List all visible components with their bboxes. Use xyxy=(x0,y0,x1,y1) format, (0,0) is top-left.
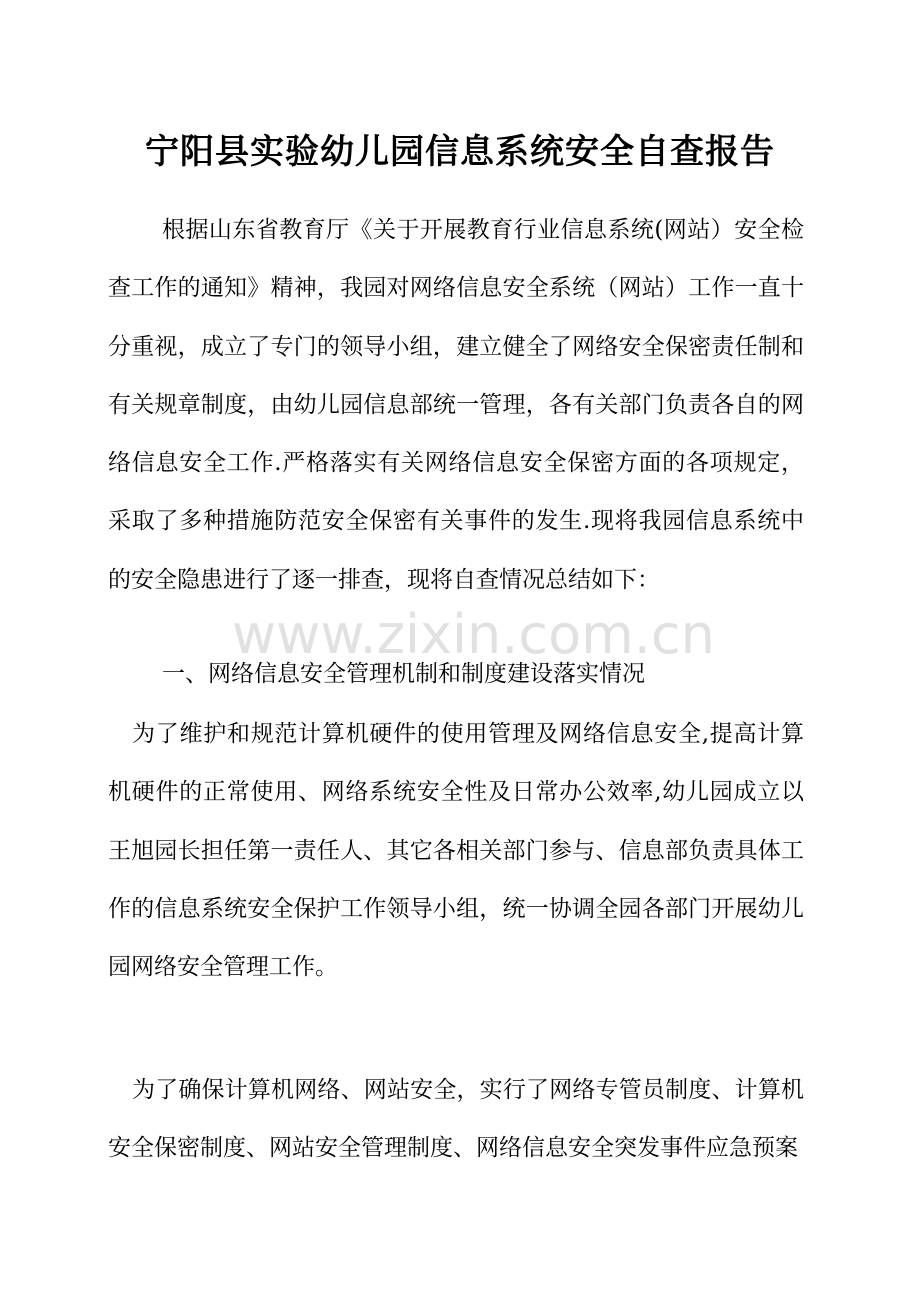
watermark: www.zixin.com.cn xyxy=(232,603,715,666)
section-heading: 一、网络信息安全管理机制和制度建设落实情况 xyxy=(162,661,645,687)
body-paragraph: 为了确保计算机网络、网站安全，实行了网络专管员制度、计算机安全保密制度、网站安全管理制度、网络信息安全突发事件应急预案 xyxy=(108,1077,804,1162)
body-paragraph: 为了维护和规范计算机硬件的使用管理及网络信息安全,提高计算机硬件的正常使用、网络系统安全性及日常办公效率,幼儿园成立以王旭园长担任第一责任人、其它各相关部门参与、信息部负责具体工作的信息系统安全保护工作领导小组，统一协调全园各部门开展幼儿园网络安全管理工作。 xyxy=(108,721,804,981)
intro-paragraph: 根据山东省教育厅《关于开展教育行业信息系统(网站）安全检查工作的通知》精神，我园对网络信息安全系统（网站）工作一直十分重视，成立了专门的领导小组，建立健全了网络安全保密责任制和有关规章制度，由幼儿园信息部统一管理，各有关部门负责各自的网络信息安全工作.严格落实有关网络信息安全保密方面的各项规定，采取了多种措施防范安全保密有关事件的发生.现将我园信息系统中的安全隐患进行了逐一排查，现将自查情况总结如下： xyxy=(108,217,804,593)
document-title: 宁阳县实验幼儿园信息系统安全自查报告 xyxy=(145,132,775,172)
